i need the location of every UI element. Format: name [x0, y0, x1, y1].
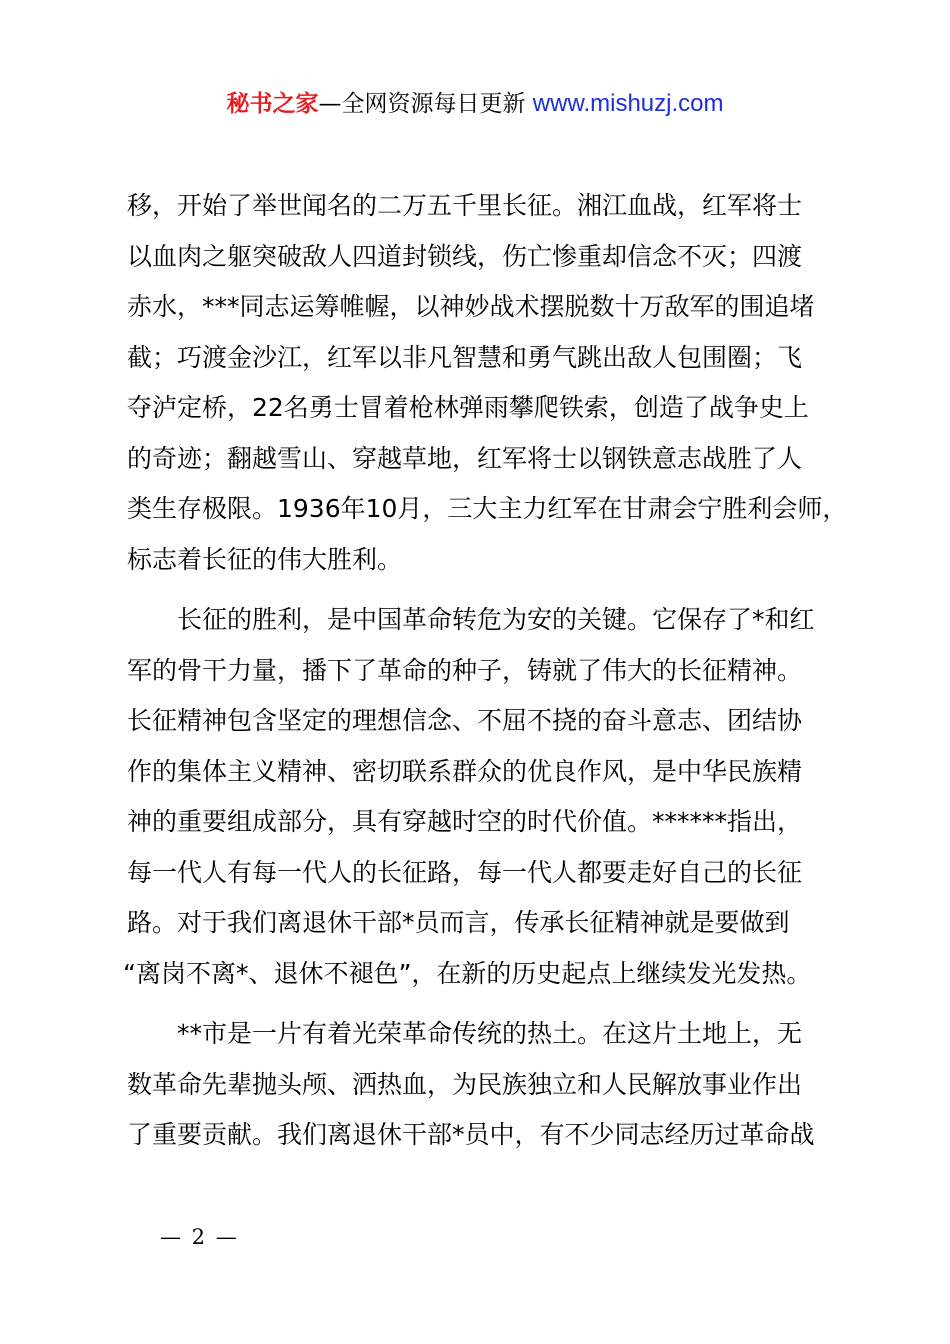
text-line: 数革命先辈抛头颅、洒热血，为民族独立和人民解放事业作出	[127, 1069, 803, 1099]
text-line: 作的集体主义精神、密切联系群众的优良作风，是中华民族精	[127, 756, 803, 786]
paragraph-2	[123, 595, 847, 999]
site-header	[0, 88, 950, 120]
text-line: 赤水，***同志运筹帷幄，以神妙战术摆脱数十万敌军的围追堵	[127, 292, 815, 321]
text-line: 每一代人有每一代人的长征路，每一代人都要走好自己的长征	[127, 857, 803, 887]
site-url-link[interactable]: www.mishuzj.com	[532, 90, 724, 117]
text-line: “离岗不离*、退休不褪色”，在新的历史起点上继续发光发热。	[123, 958, 812, 988]
text-line: 标志着长征的伟大胜利。	[127, 544, 403, 574]
text-line: 军的骨干力量，播下了革命的种子，铸就了伟大的长征精神。	[127, 655, 803, 685]
text-line: 夺泸定桥，22名勇士冒着枪林弹雨攀爬铁索，创造了战争史上	[127, 393, 809, 422]
text-line: 路。对于我们离退休干部*员而言，传承长征精神就是要做到	[127, 908, 790, 937]
text-line: 长征的胜利，是中国革命转危为安的关键。它保存了*和红	[177, 605, 815, 634]
text-line: 的奇迹；翻越雪山、穿越草地，红军将士以钢铁意志战胜了人	[127, 443, 803, 473]
text-line: **市是一片有着光荣革命传统的热土。在这片土地上，无	[177, 1019, 803, 1048]
page-number: — 2 —	[160, 1225, 239, 1249]
text-line: 神的重要组成部分，具有穿越时空的时代价值。******指出，	[127, 807, 803, 836]
paragraph-1	[127, 181, 847, 585]
text-line: 类生存极限。1936年10月，三大主力红军在甘肃会宁胜利会师，	[127, 494, 848, 523]
text-line: 以血肉之躯突破敌人四道封锁线，伤亡惨重却信念不灭；四渡	[127, 241, 803, 271]
text-line: 长征精神包含坚定的理想信念、不屈不挠的奋斗意志、团结协	[127, 706, 803, 735]
text-line: 截；巧渡金沙江，红军以非凡智慧和勇气跳出敌人包围圈；飞	[127, 342, 803, 372]
text-line: 移，开始了举世闻名的二万五千里长征。湘江血战，红军将士	[127, 191, 803, 220]
text-line: 了重要贡献。我们离退休干部*员中，有不少同志经历过革命战	[127, 1120, 815, 1149]
document-body	[123, 181, 848, 1161]
site-brand: 秘书之家	[226, 91, 319, 117]
paragraph-3	[127, 1009, 847, 1161]
site-tagline: —全网资源每日更新	[318, 91, 526, 117]
